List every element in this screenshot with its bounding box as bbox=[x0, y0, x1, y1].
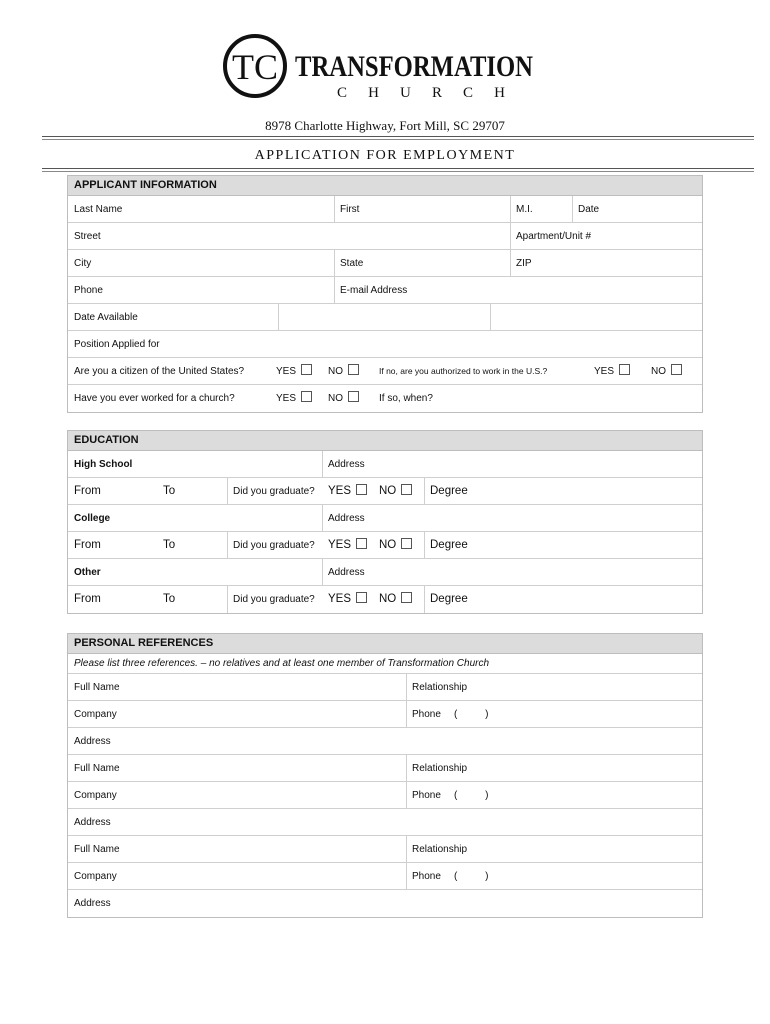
checkbox[interactable] bbox=[348, 364, 359, 375]
from-field[interactable]: From bbox=[74, 485, 101, 497]
company-field[interactable]: Company bbox=[74, 790, 117, 801]
checkbox[interactable] bbox=[401, 592, 412, 603]
checkbox[interactable] bbox=[671, 364, 682, 375]
school-name-field[interactable]: High School bbox=[74, 459, 133, 470]
church-logo bbox=[223, 32, 543, 102]
logo-org-name: TRANSFORMATION bbox=[295, 50, 534, 83]
contact-row bbox=[68, 277, 702, 304]
address-field[interactable]: Address bbox=[74, 898, 111, 909]
email-field[interactable]: E-mail Address bbox=[340, 285, 408, 296]
instructions-row bbox=[68, 654, 702, 674]
from-field[interactable]: From bbox=[74, 593, 101, 605]
church-no-option[interactable]: NO bbox=[328, 385, 359, 412]
blank-field[interactable] bbox=[278, 304, 490, 330]
authorized-yes-option[interactable]: YES bbox=[594, 358, 630, 385]
citizen-question: Are you a citizen of the United States? bbox=[74, 366, 245, 377]
graduate-no-option[interactable]: NO bbox=[379, 532, 412, 559]
city-field[interactable]: City bbox=[74, 258, 92, 269]
references-instructions: Please list three references. – no relatives and at least one member of Transformation Church bbox=[74, 658, 490, 669]
graduate-no-option[interactable]: NO bbox=[379, 478, 412, 505]
phone-field[interactable]: Phone bbox=[74, 285, 103, 296]
company-field[interactable]: Company bbox=[74, 709, 117, 720]
graduate-yes-option[interactable]: YES bbox=[328, 532, 367, 559]
divider bbox=[42, 136, 754, 137]
date-available-row bbox=[68, 304, 702, 331]
first-name-field[interactable]: First bbox=[340, 204, 360, 215]
school-name-field[interactable]: Other bbox=[74, 567, 101, 578]
if-so-when-field[interactable]: If so, when? bbox=[379, 393, 433, 404]
company-field[interactable]: Company bbox=[74, 871, 117, 882]
school-dates-row bbox=[68, 478, 702, 505]
name-row bbox=[68, 196, 702, 223]
relationship-field[interactable]: Relationship bbox=[412, 682, 468, 693]
checkbox[interactable] bbox=[356, 484, 367, 495]
school-dates-row bbox=[68, 586, 702, 613]
blank-field[interactable] bbox=[490, 304, 702, 330]
reference-company-row bbox=[68, 701, 702, 728]
church-work-row bbox=[68, 385, 702, 412]
checkbox[interactable] bbox=[619, 364, 630, 375]
state-field[interactable]: State bbox=[340, 258, 364, 269]
address-field[interactable]: Address bbox=[74, 736, 111, 747]
checkbox[interactable] bbox=[401, 484, 412, 495]
education-section bbox=[67, 430, 703, 614]
checkbox[interactable] bbox=[401, 538, 412, 549]
phone-area-code[interactable]: ( ) bbox=[454, 871, 489, 882]
phone-field[interactable]: Phone bbox=[412, 871, 441, 882]
church-address: 8978 Charlotte Highway, Fort Mill, SC 29707 bbox=[265, 118, 505, 133]
degree-field[interactable]: Degree bbox=[430, 485, 468, 497]
divider bbox=[42, 168, 754, 169]
graduate-question: Did you graduate? bbox=[233, 594, 315, 605]
school-address-field[interactable]: Address bbox=[328, 567, 365, 578]
last-name-field[interactable]: Last Name bbox=[74, 204, 123, 215]
checkbox[interactable] bbox=[301, 364, 312, 375]
school-dates-row bbox=[68, 532, 702, 559]
phone-field[interactable]: Phone bbox=[412, 709, 441, 720]
checkbox[interactable] bbox=[301, 391, 312, 402]
school-address-field[interactable]: Address bbox=[328, 459, 365, 470]
street-row bbox=[68, 223, 702, 250]
section-heading: APPLICANT INFORMATION bbox=[68, 176, 702, 196]
graduate-question: Did you graduate? bbox=[233, 540, 315, 551]
checkbox[interactable] bbox=[356, 538, 367, 549]
page-title: APPLICATION FOR EMPLOYMENT bbox=[254, 148, 516, 163]
graduate-yes-option[interactable]: YES bbox=[328, 478, 367, 505]
citizen-row bbox=[68, 358, 702, 385]
address-field[interactable]: Address bbox=[74, 817, 111, 828]
school-row bbox=[68, 451, 702, 478]
to-field[interactable]: To bbox=[163, 593, 176, 605]
middle-initial-field[interactable]: M.I. bbox=[516, 204, 533, 215]
checkbox[interactable] bbox=[348, 391, 359, 402]
full-name-field[interactable]: Full Name bbox=[74, 682, 120, 693]
graduate-question: Did you graduate? bbox=[233, 486, 315, 497]
city-row bbox=[68, 250, 702, 277]
section-heading: PERSONAL REFERENCES bbox=[68, 634, 702, 654]
school-address-field[interactable]: Address bbox=[328, 513, 365, 524]
relationship-field[interactable]: Relationship bbox=[412, 844, 468, 855]
from-field[interactable]: From bbox=[74, 539, 101, 551]
reference-name-row bbox=[68, 755, 702, 782]
citizen-yes-option[interactable]: YES bbox=[276, 358, 312, 385]
phone-area-code[interactable]: ( ) bbox=[454, 790, 489, 801]
date-field[interactable]: Date bbox=[578, 204, 600, 215]
reference-company-row bbox=[68, 782, 702, 809]
section-heading: EDUCATION bbox=[68, 431, 702, 451]
reference-address-row bbox=[68, 890, 702, 917]
reference-name-row bbox=[68, 674, 702, 701]
zip-field[interactable]: ZIP bbox=[516, 258, 532, 269]
full-name-field[interactable]: Full Name bbox=[74, 763, 120, 774]
graduate-no-option[interactable]: NO bbox=[379, 586, 412, 613]
degree-field[interactable]: Degree bbox=[430, 539, 468, 551]
to-field[interactable]: To bbox=[163, 485, 176, 497]
personal-references-section bbox=[67, 633, 703, 918]
authorized-no-option[interactable]: NO bbox=[651, 358, 682, 385]
school-row bbox=[68, 559, 702, 586]
apartment-field[interactable]: Apartment/Unit # bbox=[516, 231, 592, 242]
date-available-field[interactable]: Date Available bbox=[74, 312, 138, 323]
school-name-field[interactable]: College bbox=[74, 513, 111, 524]
phone-field[interactable]: Phone bbox=[412, 790, 441, 801]
relationship-field[interactable]: Relationship bbox=[412, 763, 468, 774]
applicant-information-section bbox=[67, 175, 703, 413]
authorized-question: If no, are you authorized to work in the U.S.? bbox=[379, 366, 548, 376]
school-row bbox=[68, 505, 702, 532]
church-yes-option[interactable]: YES bbox=[276, 385, 312, 412]
position-row bbox=[68, 331, 702, 358]
degree-field[interactable]: Degree bbox=[430, 593, 468, 605]
church-question: Have you ever worked for a church? bbox=[74, 393, 235, 404]
checkbox[interactable] bbox=[356, 592, 367, 603]
logo-monogram: TC bbox=[231, 47, 279, 87]
full-name-field[interactable]: Full Name bbox=[74, 844, 120, 855]
reference-name-row bbox=[68, 836, 702, 863]
divider bbox=[42, 171, 754, 172]
street-field[interactable]: Street bbox=[74, 231, 101, 242]
divider bbox=[42, 139, 754, 140]
position-field[interactable]: Position Applied for bbox=[74, 339, 160, 350]
logo-org-sub: C H U R C H bbox=[337, 85, 505, 101]
phone-area-code[interactable]: ( ) bbox=[454, 709, 489, 720]
reference-address-row bbox=[68, 809, 702, 836]
graduate-yes-option[interactable]: YES bbox=[328, 586, 367, 613]
citizen-no-option[interactable]: NO bbox=[328, 358, 359, 385]
to-field[interactable]: To bbox=[163, 539, 176, 551]
reference-address-row bbox=[68, 728, 702, 755]
reference-company-row bbox=[68, 863, 702, 890]
